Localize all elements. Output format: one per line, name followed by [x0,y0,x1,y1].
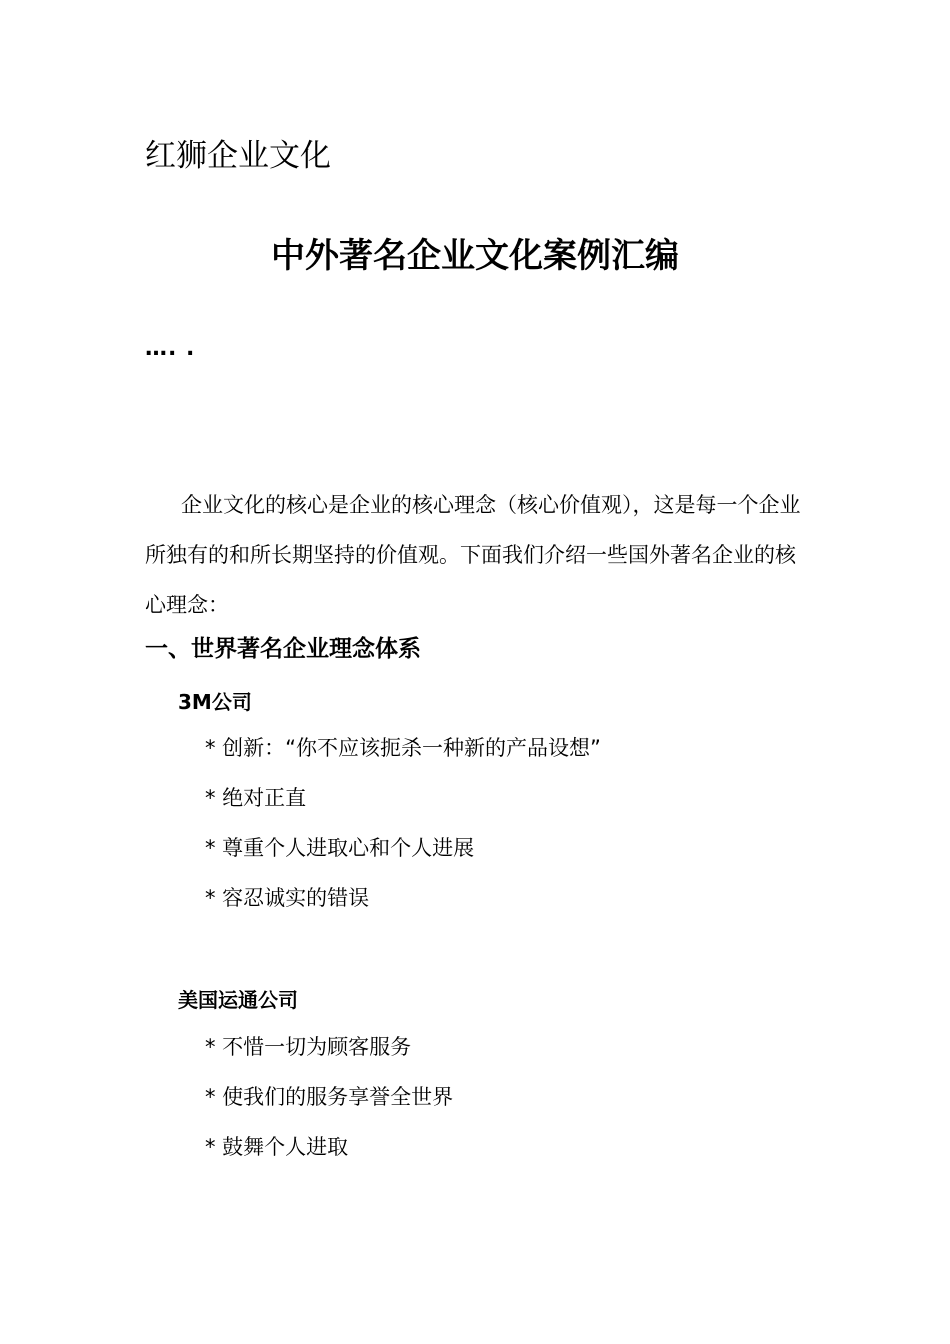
list-item: * 不惜一切为顾客服务 [205,1035,412,1059]
list-item: * 尊重个人进取心和个人进展 [205,836,475,860]
list-item: * 鼓舞个人进取 [205,1135,349,1159]
section-heading: 一、世界著名企业理念体系 [145,636,421,662]
list-item: * 绝对正直 [205,786,307,810]
document-header-title: 红狮企业文化 [145,138,331,174]
list-item: * 容忍诚实的错误 [205,886,370,910]
ellipsis-text: …. . [145,336,196,361]
page-title: 中外著名企业文化案例汇编 [271,236,679,276]
company-name-3m: 3M公司 [178,690,252,714]
company-name-amex: 美国运通公司 [178,988,298,1012]
list-item: * 使我们的服务享誉全世界 [205,1085,454,1109]
company-values-list-amex [205,1022,453,1172]
list-item: * 创新：“你不应该扼杀一种新的产品设想” [205,736,601,760]
company-values-list-3m [205,723,601,923]
intro-paragraph: 企业文化的核心是企业的核心理念（核心价值观），这是每一个企业所独有的和所长期坚持的价值观。下面我们介绍一些国外著名企业的核心理念： [145,493,801,617]
